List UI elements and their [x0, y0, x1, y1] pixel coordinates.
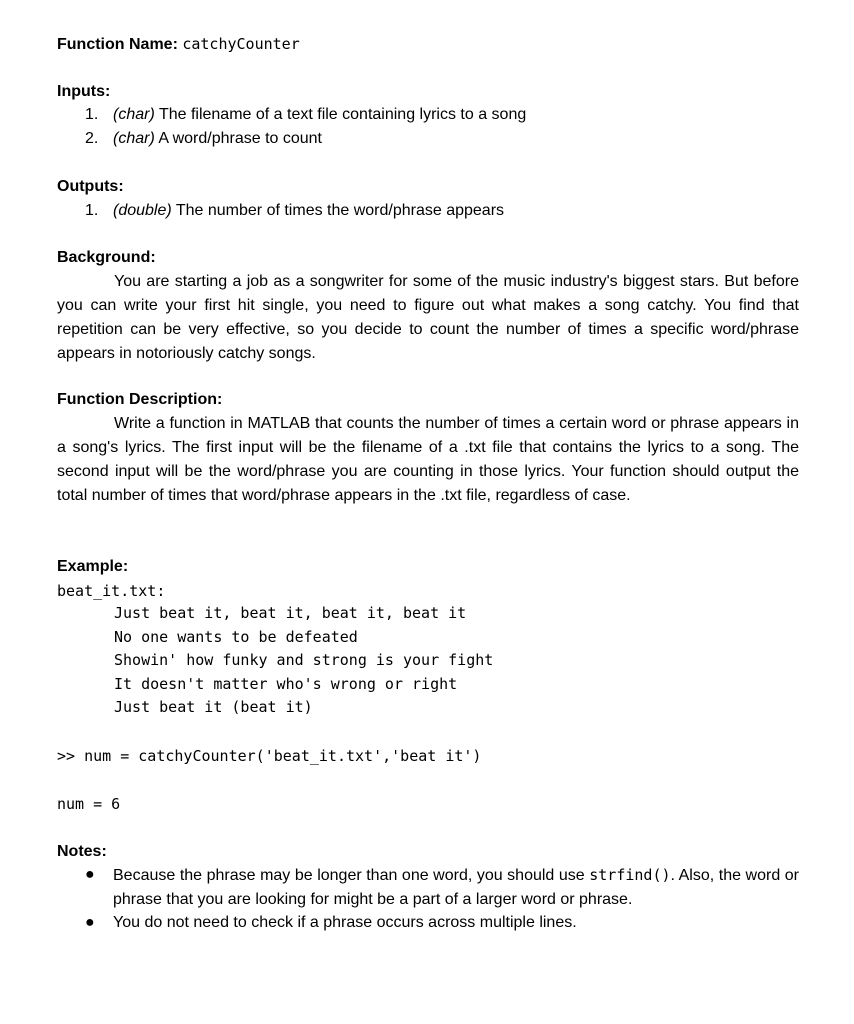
lyric-line: Just beat it, beat it, beat it, beat it — [114, 604, 467, 622]
background-paragraph: You are starting a job as a songwriter for some of the music industry's biggest stars. But before you can write your first hit single, you need to figure out what makes a song catchy. You find that repetition can be very effective, so you decide to count the number of times a specific word/phrase appears in notoriously catchy songs. — [57, 273, 799, 362]
function-name-value: catchyCounter — [182, 35, 300, 53]
note-code: strfind() — [589, 866, 671, 884]
input-item-1 — [85, 103, 526, 127]
outputs-heading: Outputs: — [57, 178, 124, 195]
note-text — [113, 863, 799, 912]
input-text: A word/phrase to count — [154, 130, 322, 147]
lyric-line: It doesn't matter who's wrong or right — [114, 675, 458, 693]
note-text — [113, 911, 799, 935]
lyric-line: Just beat it (beat it) — [114, 698, 313, 716]
background-heading: Background: — [57, 249, 156, 266]
input-type: (char) — [113, 106, 155, 123]
list-number: 1. — [85, 106, 99, 123]
output-text: The number of times the word/phrase appears — [171, 202, 505, 219]
input-type: (char) — [113, 130, 155, 147]
example-heading: Example: — [57, 558, 129, 575]
example-result: num = 6 — [57, 795, 121, 813]
output-type: (double) — [113, 202, 172, 219]
description-heading: Function Description: — [57, 391, 223, 408]
bullet-icon: ● — [85, 914, 95, 931]
inputs-heading: Inputs: — [57, 83, 111, 100]
note-text-post: . Also, the word or phrase that you are looking for might be a part of a larger word or phrase. — [113, 867, 799, 908]
input-item-2 — [85, 127, 322, 151]
example-filename: beat_it.txt: — [57, 582, 166, 600]
list-number: 1. — [85, 202, 99, 219]
notes-heading: Notes: — [57, 843, 107, 860]
lyric-line: Showin' how funky and strong is your fight — [114, 651, 494, 669]
note-item-2 — [85, 911, 799, 935]
function-name-line — [57, 32, 799, 57]
description-paragraph: Write a function in MATLAB that counts the number of times a certain word or phrase appears in a song's lyrics. The first input will be the filename of a .txt file that contains the lyrics to a song. The second input will be the word/phrase you are counting in those lyrics. Your function should output the total number of times that word/phrase appears in the .txt file, regardless of case. — [57, 415, 799, 504]
input-text: The filename of a text file containing lyrics to a song — [154, 106, 527, 123]
bullet-icon: ● — [85, 866, 95, 883]
output-item-1 — [85, 199, 504, 223]
example-command: >> num = catchyCounter('beat_it.txt','beat it') — [57, 747, 482, 765]
note-item-1 — [85, 863, 799, 912]
lyric-line: No one wants to be defeated — [114, 628, 358, 646]
list-number: 2. — [85, 130, 99, 147]
function-name-label: Function Name: — [57, 36, 178, 53]
note-text-pre: Because the phrase may be longer than one word, you should use — [113, 867, 590, 884]
note-text-pre: You do not need to check if a phrase occurs across multiple lines. — [113, 914, 577, 931]
